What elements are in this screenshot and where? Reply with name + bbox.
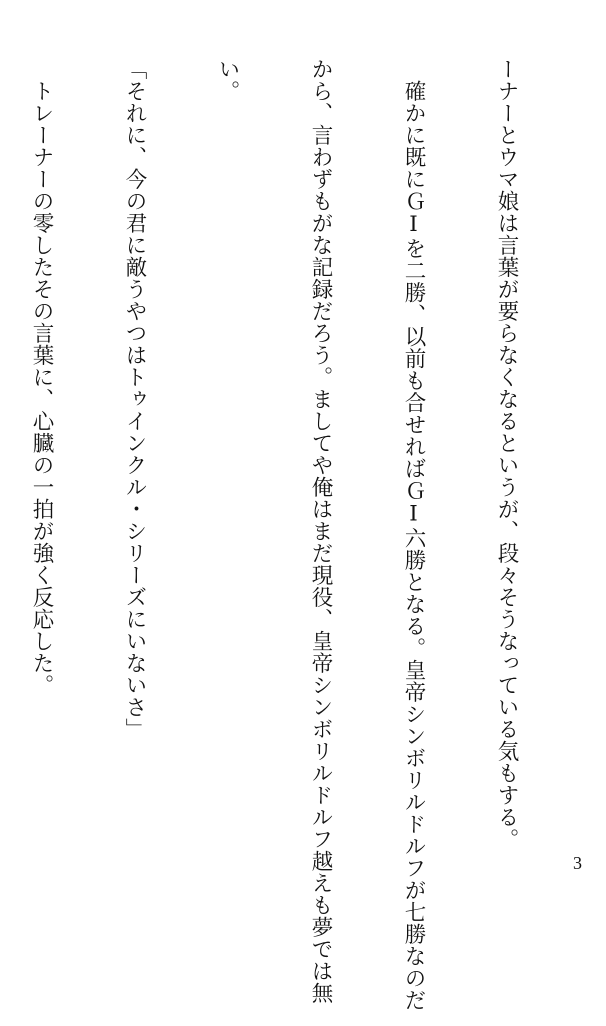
text-line: い。 [215,58,240,102]
page-number: 3 [573,853,582,873]
text-line: トレーナーの零したその言葉に、心臓の一拍が強く反応した。 [29,58,54,696]
text-line: ーナーとウマ娘は言葉が要らなくなるというが、段々そうなっている気もする。 [494,58,519,850]
text-line: から、言わずもがな記録だろう。ましてや俺はまだ現役、皇帝シンボリルドルフ越えも夢では無 [308,58,333,1004]
vertical-text-block [0,58,584,1011]
text-line: 「それに、今の君に敵うやつはトゥインクル・シリーズにいないさ」 [122,58,147,740]
text-line: 確かに既にＧⅠを二勝、以前も合せればＧⅠ六勝となる。皇帝シンボリルドルフが七勝なのだ [401,58,426,1011]
